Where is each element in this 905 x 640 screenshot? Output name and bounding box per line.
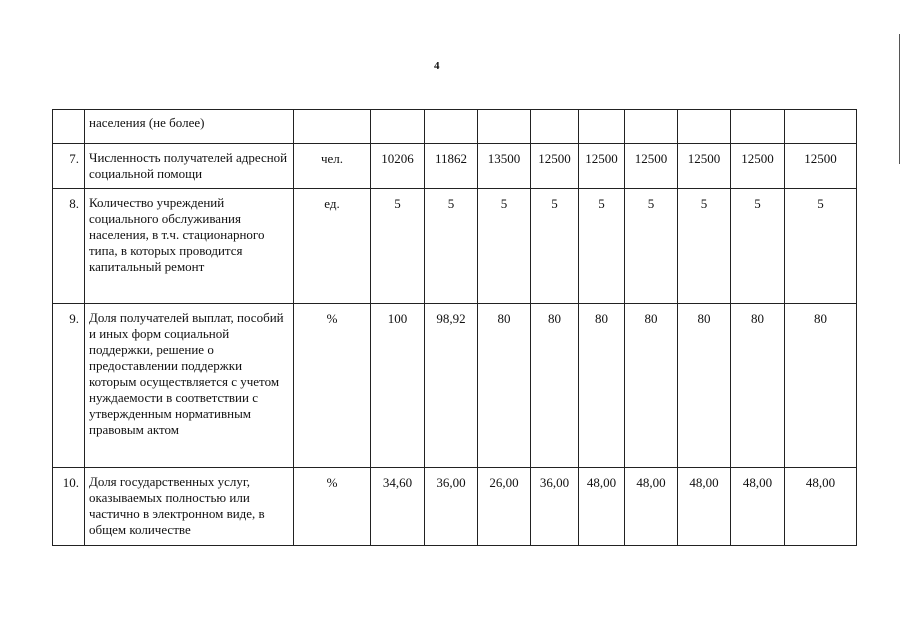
value-cell: 48,00: [785, 468, 857, 546]
value-cell: 5: [478, 189, 531, 304]
unit-cell: [294, 110, 371, 144]
value-cell: [478, 110, 531, 144]
indicator-name: Численность получателей адресной социальной помощи: [85, 144, 294, 189]
value-cell: 80: [731, 304, 785, 468]
value-cell: 10206: [371, 144, 425, 189]
row-number: 10.: [53, 468, 85, 546]
value-cell: 48,00: [678, 468, 731, 546]
unit-cell: ед.: [294, 189, 371, 304]
indicators-table-body: [53, 110, 857, 546]
value-cell: 5: [731, 189, 785, 304]
value-cell: 34,60: [371, 468, 425, 546]
value-cell: 100: [371, 304, 425, 468]
indicator-name: Количество учреждений социального обслуживания населения, в т.ч. стационарного типа, в которых проводится капитальный ремонт: [85, 189, 294, 304]
value-cell: 12500: [678, 144, 731, 189]
row-number: [53, 110, 85, 144]
value-cell: [625, 110, 678, 144]
value-cell: 5: [579, 189, 625, 304]
value-cell: [425, 110, 478, 144]
value-cell: [371, 110, 425, 144]
value-cell: 5: [785, 189, 857, 304]
value-cell: [678, 110, 731, 144]
value-cell: 48,00: [625, 468, 678, 546]
value-cell: 11862: [425, 144, 478, 189]
value-cell: 12500: [531, 144, 579, 189]
value-cell: [731, 110, 785, 144]
value-cell: 80: [531, 304, 579, 468]
value-cell: 36,00: [425, 468, 478, 546]
value-cell: 48,00: [731, 468, 785, 546]
value-cell: 5: [531, 189, 579, 304]
row-number: 7.: [53, 144, 85, 189]
value-cell: 12500: [625, 144, 678, 189]
indicator-name: Доля получателей выплат, пособий и иных форм социальной поддержки, решение о предоставлении поддержки которым осуществляется с учетом нуждаемости в соответствии с утвержденным нормативным правовым актом: [85, 304, 294, 468]
row-number: 9.: [53, 304, 85, 468]
table-row: [53, 304, 857, 468]
value-cell: 80: [478, 304, 531, 468]
value-cell: 5: [625, 189, 678, 304]
table-row: [53, 468, 857, 546]
unit-cell: чел.: [294, 144, 371, 189]
value-cell: 12500: [731, 144, 785, 189]
table-row: [53, 144, 857, 189]
indicators-table: [52, 109, 857, 546]
table-row: [53, 189, 857, 304]
value-cell: 80: [579, 304, 625, 468]
value-cell: 36,00: [531, 468, 579, 546]
value-cell: 26,00: [478, 468, 531, 546]
unit-cell: %: [294, 304, 371, 468]
indicator-name: Доля государственных услуг, оказываемых полностью или частично в электронном виде, в общем количестве: [85, 468, 294, 546]
value-cell: [531, 110, 579, 144]
indicator-name: населения (не более): [85, 110, 294, 144]
value-cell: [785, 110, 857, 144]
page-number: 4: [434, 60, 440, 72]
value-cell: 5: [678, 189, 731, 304]
table-row: [53, 110, 857, 144]
value-cell: 5: [425, 189, 478, 304]
value-cell: 80: [785, 304, 857, 468]
value-cell: 98,92: [425, 304, 478, 468]
unit-cell: %: [294, 468, 371, 546]
value-cell: 12500: [785, 144, 857, 189]
value-cell: 5: [371, 189, 425, 304]
value-cell: 12500: [579, 144, 625, 189]
value-cell: [579, 110, 625, 144]
value-cell: 80: [678, 304, 731, 468]
value-cell: 13500: [478, 144, 531, 189]
value-cell: 80: [625, 304, 678, 468]
scan-edge-line: [899, 34, 900, 164]
row-number: 8.: [53, 189, 85, 304]
value-cell: 48,00: [579, 468, 625, 546]
